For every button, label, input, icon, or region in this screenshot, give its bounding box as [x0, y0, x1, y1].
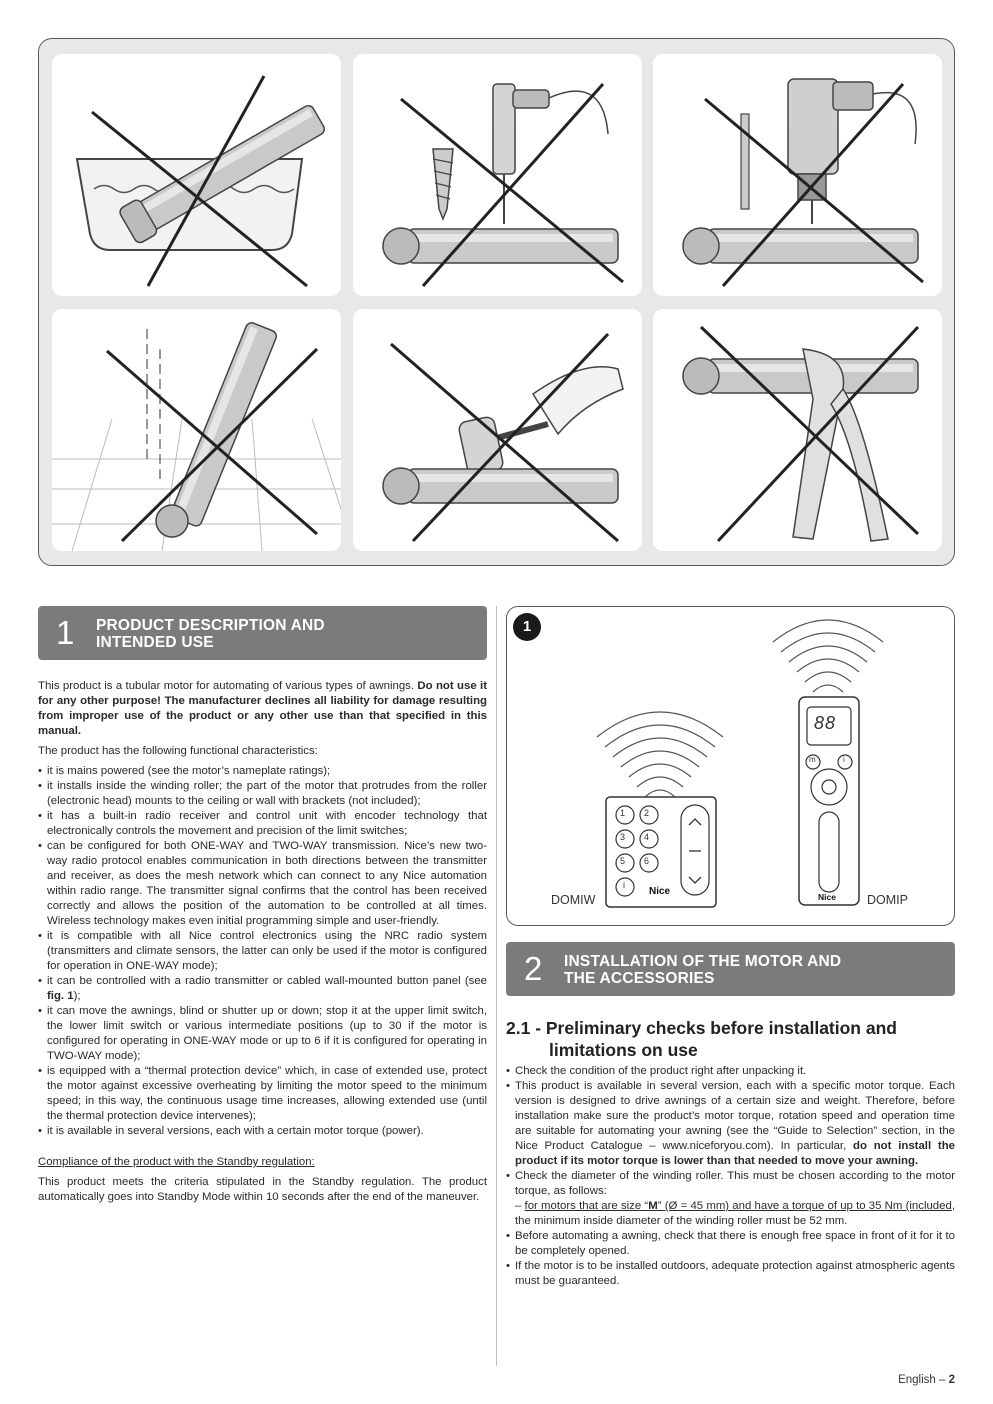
- key-4: 4: [644, 832, 650, 842]
- motor-in-water-illustration: [52, 54, 341, 296]
- sub-item-text-end: , the minimum inside diameter of the winding roller must be 52 mm.: [515, 1200, 955, 1227]
- label-domiw: DOMIW: [551, 893, 596, 907]
- list-item: • Check the condition of the product right after unpacking it.: [506, 1064, 955, 1079]
- intro-warning: Do not use it for any other purpose! The manufacturer declines all liability for damage resulting from improper use of the product or any other use than that specified in this manual.: [38, 680, 487, 737]
- key-m: m: [809, 755, 816, 764]
- feature-text-end: );: [73, 990, 81, 1002]
- label-domip: DOMIP: [867, 893, 908, 907]
- section-1-title: PRODUCT DESCRIPTION AND INTENDED USE: [96, 617, 325, 651]
- key-6: 6: [644, 856, 650, 866]
- transmitters-illustration: [507, 607, 956, 927]
- warning-panel-drill: [653, 54, 942, 296]
- subsection-title-line-2: limitations on use: [549, 1040, 698, 1060]
- check-warning: do not install the product if its motor torque is lower than that needed to move your awning.: [515, 1140, 955, 1167]
- list-item: • Before automating a awning, check that there is enough free space in front of it for it to be completely opened.: [506, 1229, 955, 1259]
- list-item: [38, 974, 487, 1004]
- list-item: [506, 1169, 955, 1229]
- section-2-header: [506, 942, 955, 996]
- compliance-text: This product meets the criteria stipulated in the Standby regulation. The product automatically goes into Standby Mode within 10 seconds after the end of the maneuver.: [38, 1176, 487, 1203]
- key-i: i: [843, 755, 845, 764]
- list-item: • it installs inside the winding roller; the part of the motor that protrudes from the roller (electronic head) mounts to the ceiling or wall with brackets (not included);: [38, 779, 487, 809]
- warning-panel-water: [52, 54, 341, 296]
- section-2-number: 2: [524, 950, 543, 987]
- dropped-motor-illustration: [52, 309, 341, 551]
- key-5: 5: [620, 856, 626, 866]
- list-item: • it has a built-in radio receiver and control unit with encoder technology that electronically controls the movement and precision of the limit switches;: [38, 809, 487, 839]
- sub-item-dash: –: [515, 1200, 525, 1212]
- list-item: • it is compatible with all Nice control electronics using the NRC radio system (transmitters and climate sensors, the latter can only be used if the motor is configured for operation in ONE-WAY mode);: [38, 929, 487, 974]
- warning-panel-pliers: [653, 309, 942, 551]
- key-1: 1: [620, 808, 626, 818]
- subsection-title-line-1: 2.1 - Preliminary checks before installation and: [506, 1018, 897, 1038]
- display-readout: 88: [814, 713, 837, 733]
- page-number: 2: [948, 1374, 955, 1386]
- section-2-title: INSTALLATION OF THE MOTOR AND THE ACCESSORIES: [564, 953, 842, 987]
- subsection-2-1-title: [506, 1017, 956, 1061]
- sub-item-text: ” (Ø = 45 mm) and have a torque of up to 35 Nm (included: [657, 1200, 952, 1212]
- intro-paragraph: [38, 679, 487, 739]
- section-1-body: [38, 679, 487, 1210]
- features-list: [38, 764, 487, 1139]
- column-divider: [496, 606, 497, 1366]
- compliance-heading: Compliance of the product with the Standby regulation:: [38, 1156, 315, 1168]
- warnings-figure: [38, 38, 955, 566]
- list-item: [506, 1079, 955, 1169]
- footer-language: English –: [898, 1374, 949, 1386]
- drill-illustration: [653, 54, 942, 296]
- key-info: i: [623, 880, 625, 890]
- checks-list: [506, 1064, 955, 1289]
- key-2: 2: [644, 808, 650, 818]
- check-text: Check the diameter of the winding roller. This must be chosen according to the motor torque, as follows:: [515, 1170, 955, 1197]
- hammer-illustration: [353, 309, 642, 551]
- warning-panel-hammer: [353, 309, 642, 551]
- figure-number-badge: 1: [513, 613, 541, 641]
- warning-panel-drop: [52, 309, 341, 551]
- feature-text: it can be controlled with a radio transmitter or cabled wall-mounted button panel (see: [47, 975, 487, 987]
- list-item: • it can move the awnings, blind or shutter up or down; stop it at the upper limit switch, the lower limit switch or various intermediate positions (up to 30 if the motor is configured for operating in ONE-WAY mode or up to 6 if it is configured for operating in TWO-WAY mode);: [38, 1004, 487, 1064]
- section-1-number: 1: [56, 614, 75, 651]
- list-item: • it is mains powered (see the motor’s nameplate ratings);: [38, 764, 487, 779]
- size-code: M: [648, 1200, 658, 1212]
- page-footer: [898, 1374, 955, 1386]
- brand-logo-domip: Nice: [818, 892, 836, 902]
- section-1-header: [38, 606, 487, 660]
- list-item: • it is available in several versions, each with a certain motor torque (power).: [38, 1124, 487, 1139]
- signal-waves-icon: [597, 712, 723, 797]
- brand-logo-domiw: Nice: [649, 886, 671, 897]
- screwdriver-illustration: [353, 54, 642, 296]
- list-item: • can be configured for both ONE-WAY and TWO-WAY transmission. Nice’s new two-way radio protocol enables communication in both directions between the transmitter and receiver, as does the mesh network which can connect to any Nice automation within radio range. The transmitter signal confirms that the control has been received correctly and allows the position of the automation to be controlled at all times. Wireless technology makes even initial programming simple and user-friendly.: [38, 839, 487, 929]
- figure-1: [506, 606, 955, 926]
- sub-item-text: for motors that are size “: [524, 1200, 649, 1212]
- intro-text: This product is a tubular motor for automating of various types of awnings.: [38, 680, 418, 692]
- features-intro: The product has the following functional characteristics:: [38, 745, 318, 757]
- check-text: This product is available in several version, each with a specific motor torque. Each version is designed to drive awnings of a certain size and weight. Therefore, before installation make sure the product’s motor torque, rotation speed and operation time are suitable for automating your awning (see the “Guide to Selection” section, in the Nice Product Catalogue – www.niceforyou.com). In particular,: [515, 1080, 955, 1152]
- signal-waves-icon: [773, 620, 883, 692]
- key-3: 3: [620, 832, 626, 842]
- subsection-2-1-body: [506, 1064, 955, 1289]
- list-item: • is equipped with a “thermal protection device” which, in case of extended use, protect the motor against excessive overheating by limiting the motor speed to the minimum speed; in this way, the continuous usage time increases, allowing extended use (until the thermal protection device intervenes);: [38, 1064, 487, 1124]
- figure-reference[interactable]: fig. 1: [47, 990, 74, 1002]
- pliers-illustration: [653, 309, 942, 551]
- list-item: • If the motor is to be installed outdoors, adequate protection against atmospheric agents must be guaranteed.: [506, 1259, 955, 1289]
- warning-panel-screw: [353, 54, 642, 296]
